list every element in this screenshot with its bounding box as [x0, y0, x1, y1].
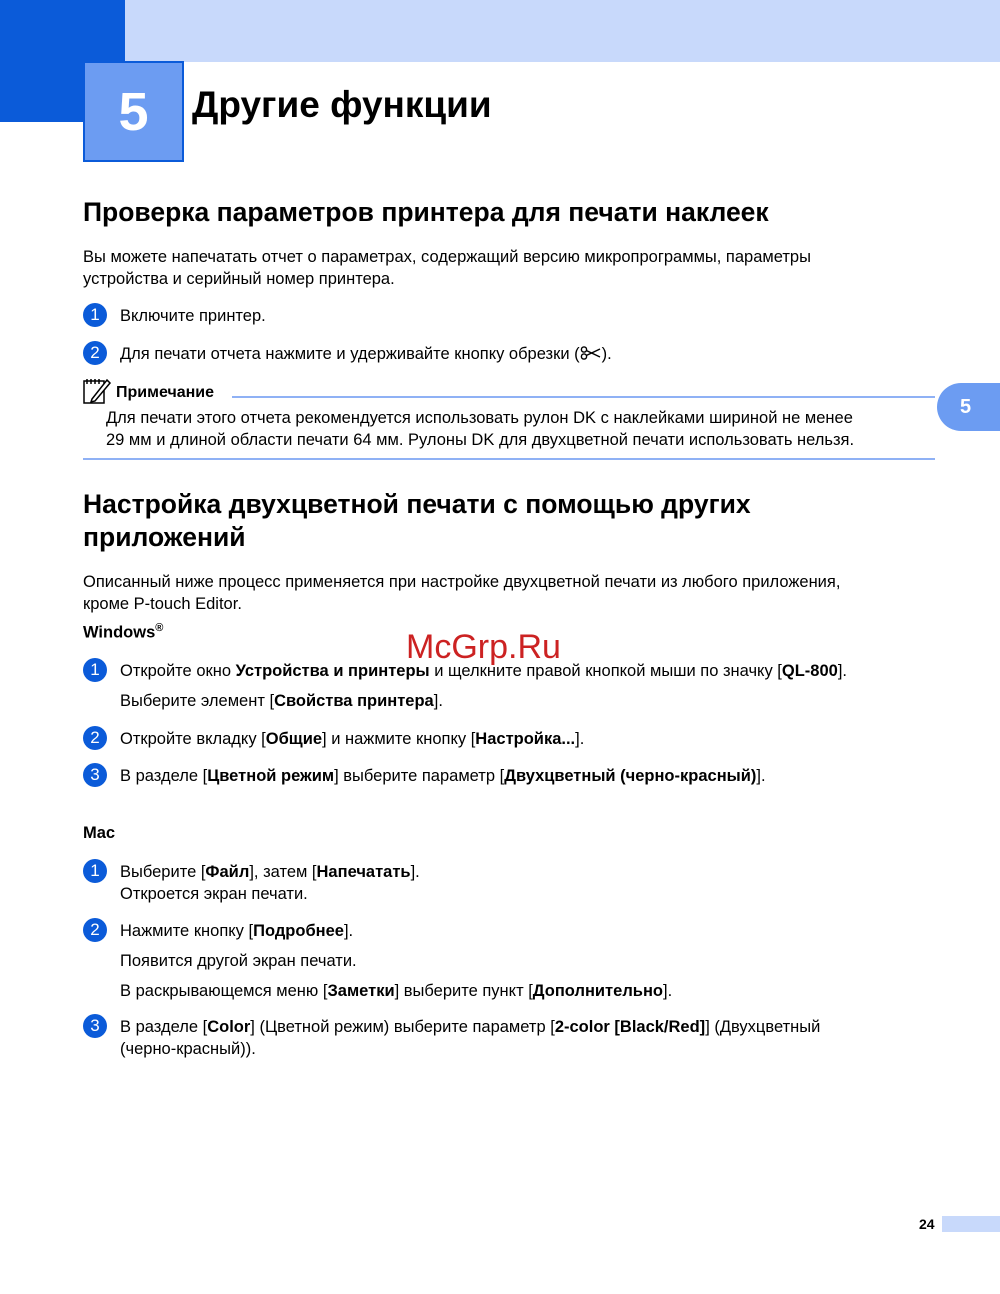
step-text: Выберите [Файл], затем [Напечатать].: [120, 863, 420, 881]
step-item: [83, 343, 943, 365]
scissors-icon: [580, 346, 602, 360]
section-intro: [83, 571, 943, 615]
step-item: [83, 920, 943, 942]
step-text: В разделе [Цветной режим] выберите параметр [Двухцветный (черно-красный)].: [120, 767, 766, 785]
step-number-badge: 1: [83, 859, 107, 883]
step-number-badge: 1: [83, 303, 107, 327]
heading-line: приложений: [83, 522, 246, 552]
step-number-badge: 3: [83, 763, 107, 787]
heading-line: Настройка двухцветной печати с помощью других: [83, 489, 751, 519]
step-text: Откройте вкладку [Общие] и нажмите кнопку [Настройка...].: [120, 730, 585, 748]
intro-line: кроме P-touch Editor.: [83, 595, 242, 613]
page-number: 24: [919, 1216, 935, 1232]
registered-mark: ®: [155, 622, 164, 634]
step-continuation: Откроется экран печати.: [120, 885, 308, 903]
step-item: [83, 765, 943, 787]
windows-subheading: [83, 622, 163, 643]
note-line: Для печати этого отчета рекомендуется использовать рулон DK с наклейками шириной не менее: [106, 409, 853, 427]
chapter-title: Другие функции: [192, 84, 492, 125]
step-number-badge: 2: [83, 341, 107, 365]
step-text-part: ).: [601, 345, 612, 363]
mac-subheading: Mac: [83, 824, 116, 842]
step-continuation: В раскрывающемся меню [Заметки] выберите пункт [Дополнительно].: [120, 982, 673, 1000]
note-text: [106, 407, 936, 451]
step-item: [83, 728, 943, 750]
intro-line: Описанный ниже процесс применяется при настройке двухцветной печати из любого приложения,: [83, 573, 841, 591]
step-item: [83, 305, 943, 327]
step-text: Нажмите кнопку [Подробнее].: [120, 922, 354, 940]
step-text: [120, 343, 612, 365]
step-number-badge: 1: [83, 658, 107, 682]
section-heading: Проверка параметров принтера для печати наклеек: [83, 197, 769, 227]
step-item: [83, 861, 943, 883]
step-continuation: Выберите элемент [Свойства принтера].: [120, 692, 443, 710]
intro-line: Вы можете напечатать отчет о параметрах, содержащий версию микропрограммы, параметры: [83, 248, 811, 266]
chapter-number-box: [83, 61, 184, 162]
step-number-badge: 2: [83, 726, 107, 750]
side-tab-number: 5: [960, 395, 972, 418]
note-divider-top: [232, 396, 935, 398]
note-line: 29 мм и длиной области печати 64 мм. Рулоны DK для двухцветной печати использовать нельзя.: [106, 431, 855, 449]
step-number-badge: 3: [83, 1014, 107, 1038]
chapter-number: 5: [118, 81, 149, 142]
step-text: В разделе [Color] (Цветной режим) выберите параметр [2-color [Black/Red]] (Двухцветный: [120, 1018, 821, 1036]
step-item: [83, 660, 943, 682]
step-text: Откройте окно Устройства и принтеры и щелкните правой кнопкой мыши по значку [QL-800].: [120, 662, 847, 680]
step-text: Включите принтер.: [120, 307, 266, 325]
chapter-side-tab: [937, 383, 1000, 431]
watermark: McGrp.Ru: [406, 628, 561, 666]
subheading-text: Windows: [83, 623, 156, 642]
section-intro: [83, 246, 943, 290]
step-text-part: Для печати отчета нажмите и удерживайте кнопку обрезки (: [120, 345, 580, 363]
note-pencil-icon: [82, 375, 112, 405]
step-continuation: (черно-красный)).: [120, 1040, 256, 1058]
intro-line: устройства и серийный номер принтера.: [83, 270, 395, 288]
step-item: [83, 1016, 943, 1038]
section-heading: [83, 488, 943, 554]
step-continuation: Появится другой экран печати.: [120, 952, 357, 970]
header-band-light: [125, 0, 1000, 62]
page-footer-bar: [942, 1216, 1000, 1232]
note-label: Примечание: [116, 384, 215, 401]
note-divider-bottom: [83, 458, 935, 460]
step-number-badge: 2: [83, 918, 107, 942]
